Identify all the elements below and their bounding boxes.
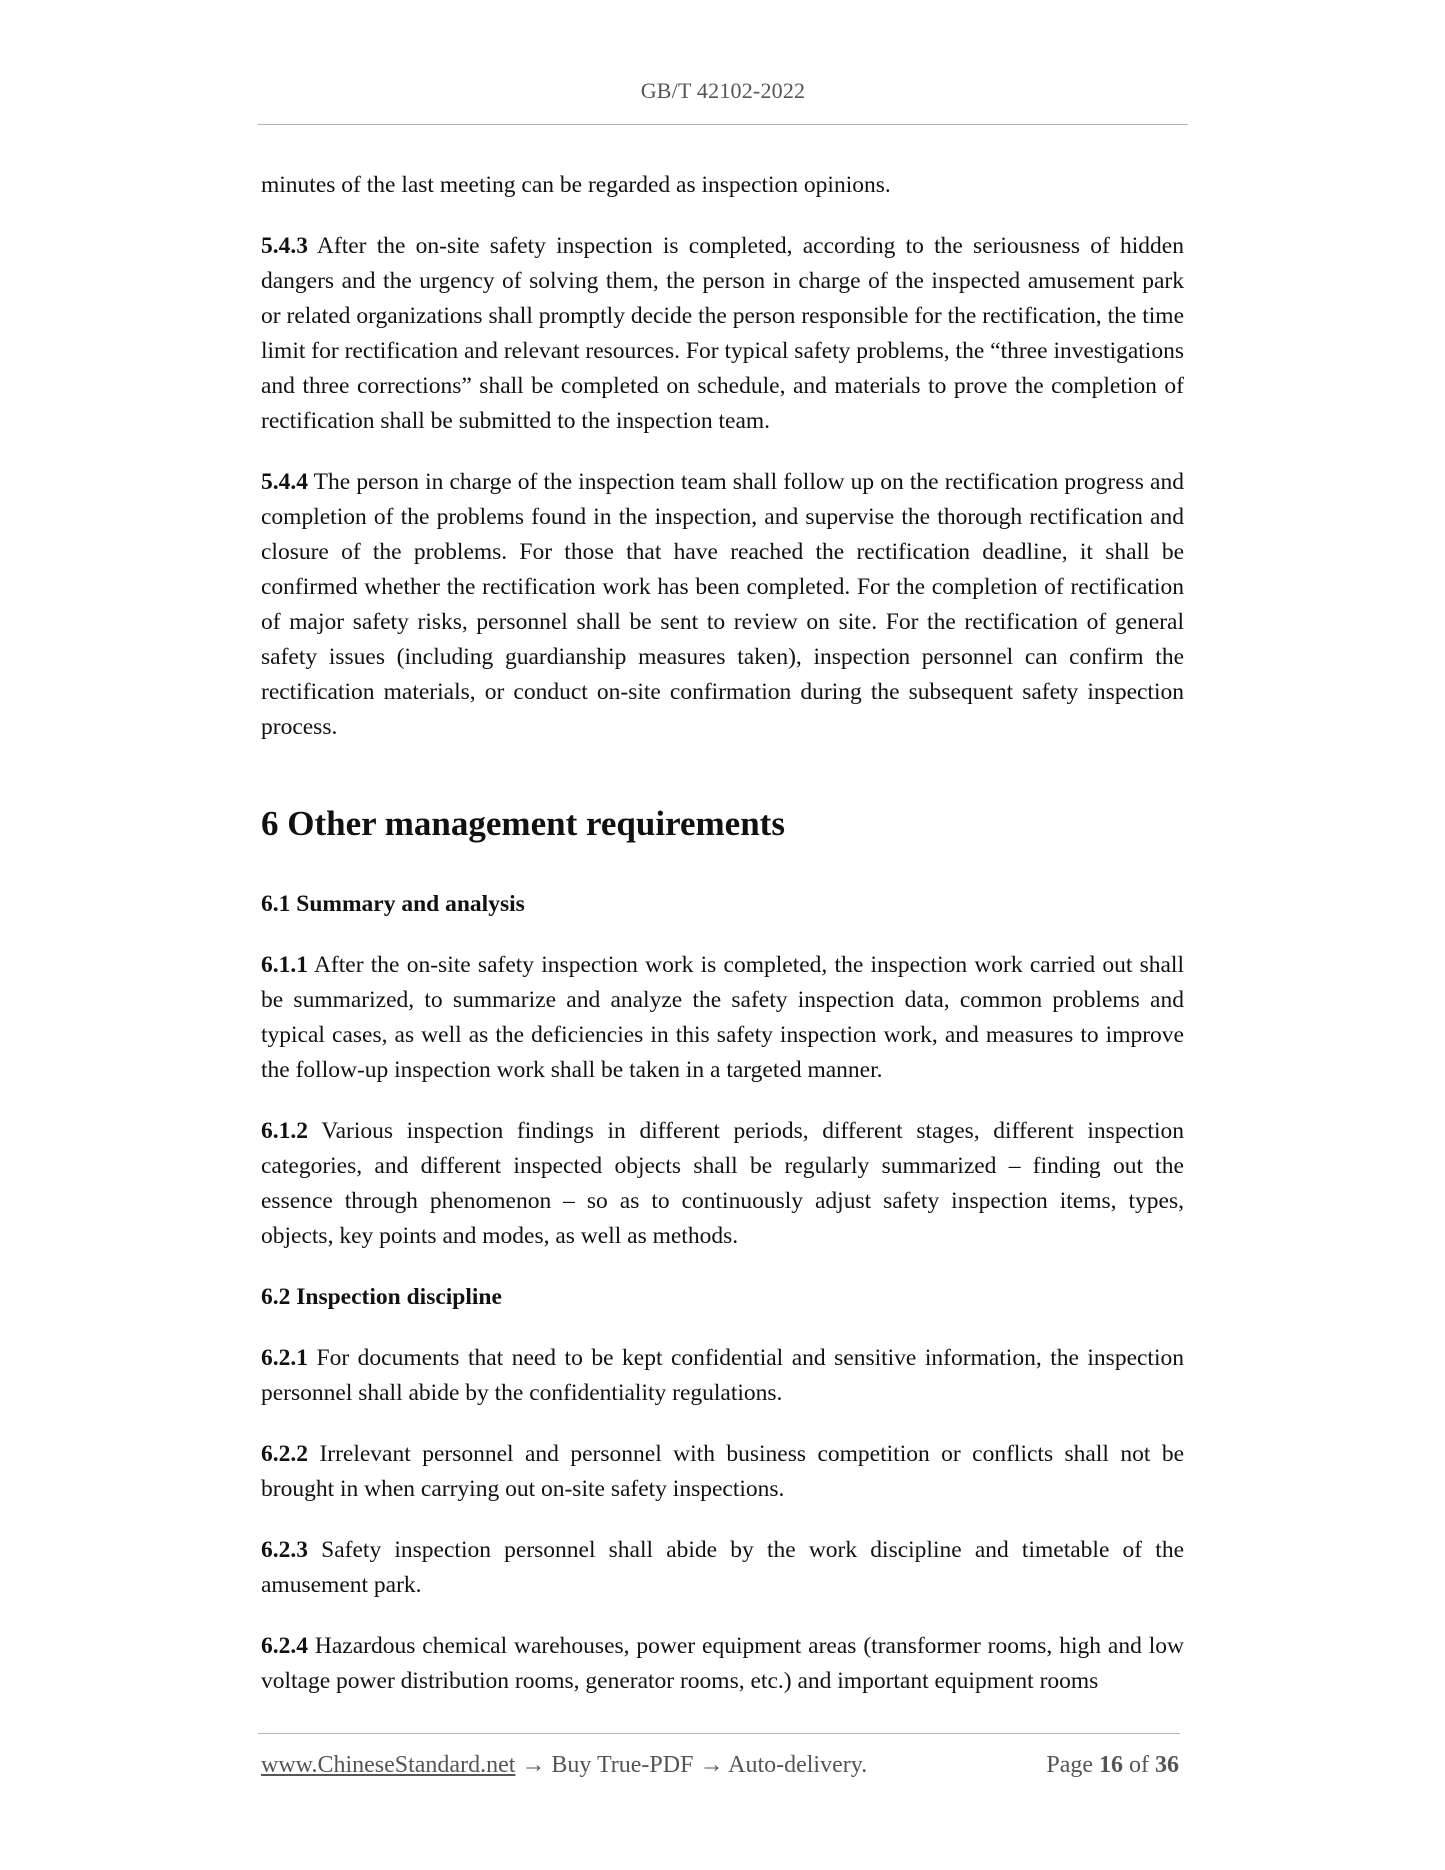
clause-text: Safety inspection personnel shall abide by the work discipline and timetable of the amusement park. bbox=[261, 1537, 1184, 1598]
clause-6-2-4 bbox=[261, 1629, 1184, 1699]
clause-number: 6.1.1 bbox=[261, 952, 308, 978]
clause-text: For documents that need to be kept confidential and sensitive information, the inspection personnel shall abide by the confidentiality regulations. bbox=[261, 1345, 1184, 1406]
page-content bbox=[261, 168, 1184, 1725]
clause-6-2-1 bbox=[261, 1341, 1184, 1411]
subsection-heading-6-1: 6.1 Summary and analysis bbox=[261, 891, 525, 917]
continued-paragraph bbox=[261, 168, 1184, 203]
clause-text: Irrelevant personnel and personnel with business competition or conflicts shall not be brought in when carrying out on-site safety inspections. bbox=[261, 1441, 1184, 1502]
clause-text: Various inspection findings in different periods, different stages, different inspection categories, and different inspected objects shall be regularly summarized – finding out the essence through phenomenon – so as to continuously adjust safety inspection items, types, objects, key points and modes, as well as methods. bbox=[261, 1118, 1184, 1249]
footer-left bbox=[261, 1752, 867, 1779]
clause-5-4-4 bbox=[261, 465, 1184, 745]
footer-promo-text: → Buy True-PDF → Auto-delivery. bbox=[515, 1752, 868, 1778]
page-current: 16 bbox=[1099, 1752, 1123, 1778]
clause-5-4-3 bbox=[261, 229, 1184, 439]
website-link[interactable]: www.ChineseStandard.net bbox=[261, 1752, 516, 1778]
clause-6-1-1 bbox=[261, 948, 1184, 1088]
clause-6-1-2 bbox=[261, 1114, 1184, 1254]
clause-number: 5.4.3 bbox=[261, 233, 308, 259]
header-divider bbox=[258, 124, 1188, 125]
page-total: 36 bbox=[1155, 1752, 1179, 1778]
subsection-heading-6-2: 6.2 Inspection discipline bbox=[261, 1284, 502, 1310]
clause-text: After the on-site safety inspection work is completed, the inspection work carried out shall be summarized, to summarize and analyze the safety inspection data, common problems and typical cases, as well as the deficiencies in this safety inspection work, and measures to improve the follow-up inspection work shall be taken in a targeted manner. bbox=[261, 952, 1184, 1083]
clause-number: 6.2.1 bbox=[261, 1345, 308, 1371]
page-label: Page bbox=[1046, 1752, 1093, 1778]
clause-number: 6.1.2 bbox=[261, 1118, 308, 1144]
clause-text: Hazardous chemical warehouses, power equipment areas (transformer rooms, high and low voltage power distribution rooms, generator rooms, etc.) and important equipment rooms bbox=[261, 1633, 1184, 1694]
footer-divider bbox=[258, 1733, 1180, 1734]
clause-number: 6.2.2 bbox=[261, 1441, 308, 1467]
paragraph-text: minutes of the last meeting can be regarded as inspection opinions. bbox=[261, 172, 891, 198]
clause-number: 6.2.3 bbox=[261, 1537, 308, 1563]
clause-6-2-3 bbox=[261, 1533, 1184, 1603]
clause-text: After the on-site safety inspection is completed, according to the seriousness of hidden dangers and the urgency of solving them, the person in charge of the inspected amusement park or related organizations shall promptly decide the person responsible for the rectification, the time limit for rectification and relevant resources. For typical safety problems, the “three investigations and three corrections” shall be completed on schedule, and materials to prove the completion of rectification shall be submitted to the inspection team. bbox=[261, 233, 1184, 434]
page-header-title: GB/T 42102-2022 bbox=[640, 78, 806, 103]
clause-number: 5.4.4 bbox=[261, 469, 308, 495]
page-counter bbox=[1046, 1752, 1179, 1779]
page-of-label: of bbox=[1129, 1752, 1149, 1778]
clause-6-2-2 bbox=[261, 1437, 1184, 1507]
clause-text: The person in charge of the inspection team shall follow up on the rectification progress and completion of the problems found in the inspection, and supervise the thorough rectification and closure of the problems. For those that have reached the rectification deadline, it shall be confirmed whether the rectification work has been completed. For the completion of rectification of major safety risks, personnel shall be sent to review on site. For the rectification of general safety issues (including guardianship measures taken), inspection personnel can confirm the rectification materials, or conduct on-site confirmation during the subsequent safety inspection process. bbox=[261, 469, 1184, 740]
section-heading-6: 6 Other management requirements bbox=[261, 804, 785, 843]
clause-number: 6.2.4 bbox=[261, 1633, 308, 1659]
